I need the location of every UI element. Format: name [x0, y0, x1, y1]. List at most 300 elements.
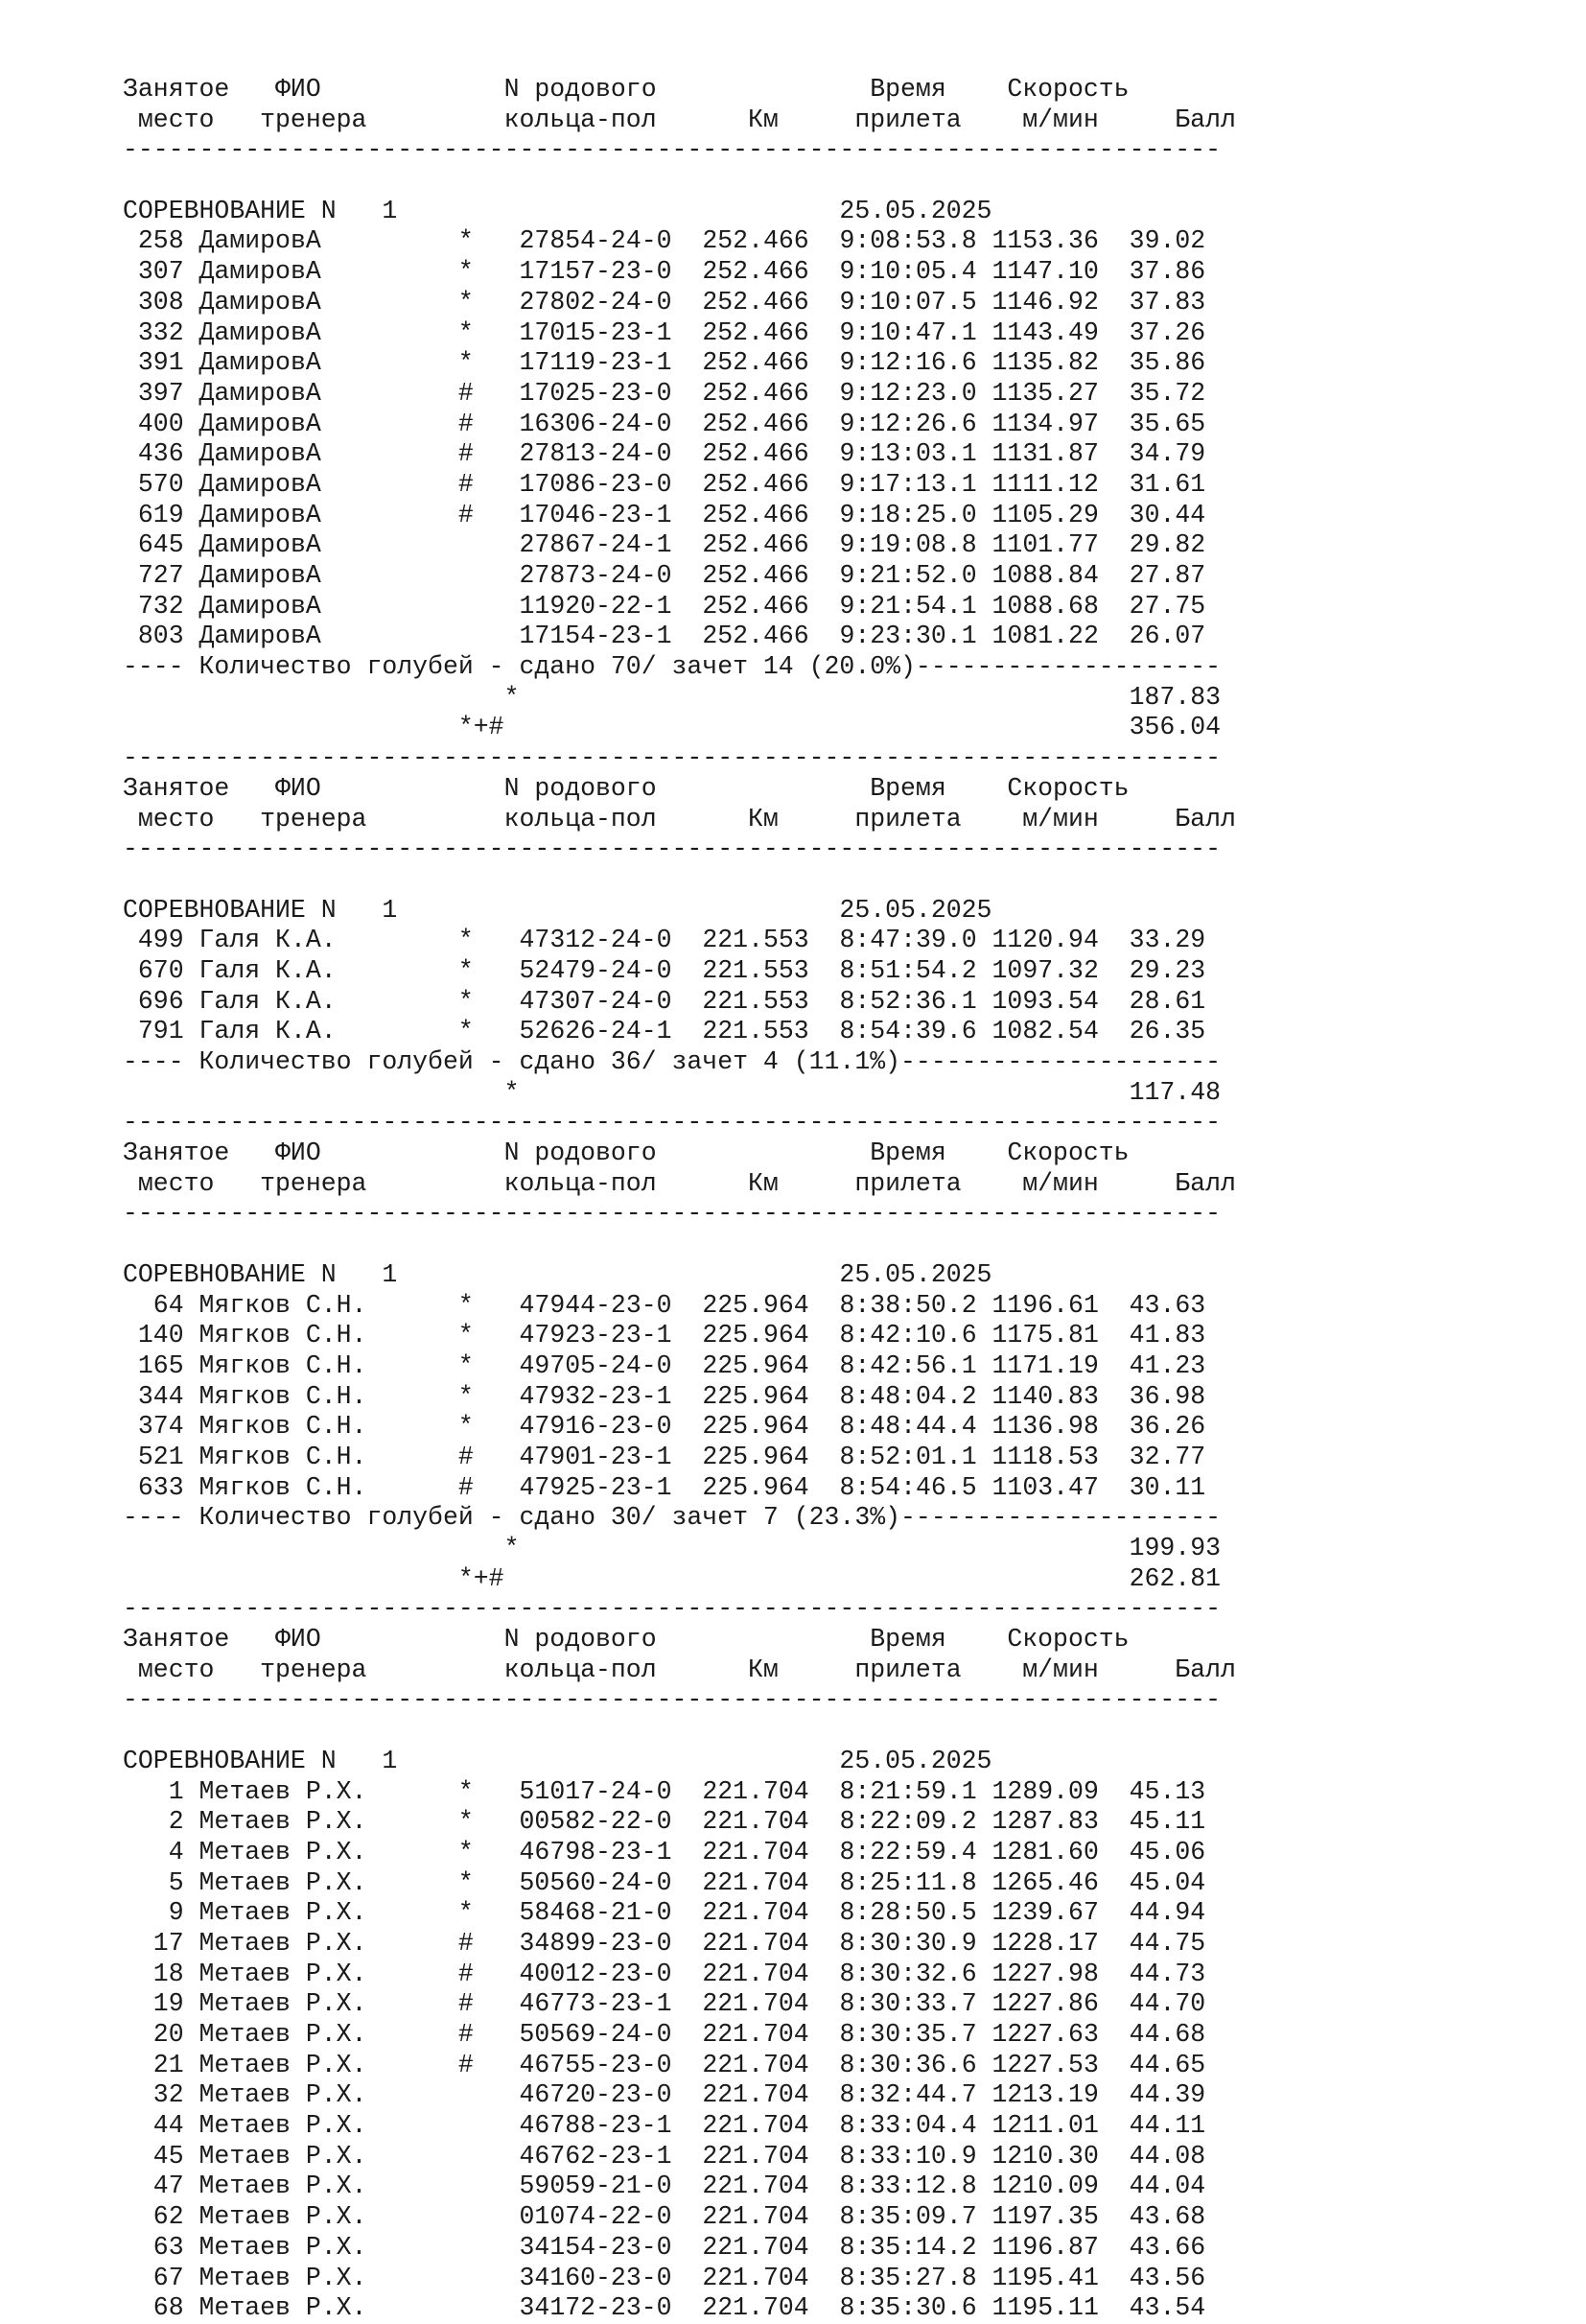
- mark-cell: [458, 530, 520, 559]
- distance-cell: 221.553: [702, 986, 809, 1016]
- speed-cell: 1082.54: [991, 1017, 1099, 1046]
- place-cell: 391: [123, 348, 184, 378]
- result-row: [123, 1321, 1236, 1351]
- score-cell: 43.68: [1129, 2202, 1206, 2232]
- mark-cell: *: [457, 955, 520, 985]
- speed-cell: 1197.35: [991, 2202, 1099, 2232]
- trainer-name-cell: ДамировА: [198, 500, 458, 529]
- arrival-time-cell: 8:48:44.4: [839, 1412, 977, 1442]
- place-cell: 5: [123, 1867, 184, 1897]
- ring-number-cell: 34160-23-0: [519, 2263, 672, 2292]
- score-cell: 33.29: [1129, 926, 1206, 955]
- separator-line: ------------------------------------------------------------------------: [123, 743, 1221, 773]
- speed-cell: 1120.94: [991, 926, 1099, 955]
- result-row: [123, 956, 1236, 987]
- ring-number-cell: 34172-23-0: [519, 2293, 672, 2323]
- arrival-time-cell: 8:35:14.2: [839, 2232, 977, 2262]
- distance-cell: 225.964: [702, 1350, 809, 1380]
- score-cell: 28.61: [1129, 986, 1206, 1016]
- trainer-name-cell: Мягков С.Н.: [198, 1442, 458, 1471]
- score-cell: 30.44: [1129, 500, 1206, 529]
- mark-cell: [458, 2233, 520, 2262]
- result-row: [123, 226, 1236, 257]
- total-line: [123, 683, 1236, 714]
- separator-line: ------------------------------------------------------------------------: [123, 834, 1221, 864]
- mark-cell: [458, 2171, 520, 2200]
- mark-cell: #: [457, 2050, 520, 2079]
- trainer-name-cell: Метаев Р.Х.: [198, 1928, 458, 1958]
- arrival-time-cell: 8:47:39.0: [839, 926, 977, 955]
- ring-number-cell: 27802-24-0: [519, 287, 672, 317]
- separator-line: ------------------------------------------------------------------------: [123, 1199, 1221, 1229]
- result-row: [123, 1960, 1236, 1990]
- ring-number-cell: 59059-21-0: [519, 2171, 672, 2201]
- speed-cell: 1143.49: [991, 317, 1099, 347]
- total-label: *: [123, 1077, 520, 1107]
- header-line-2: место тренера кольца-пол Км прилета м/мин Балл: [123, 105, 1236, 134]
- distance-cell: 221.704: [702, 2050, 809, 2079]
- summary-line: ---- Количество голубей - сдано 70/ зачет 14 (20.0%)--------------------: [123, 652, 1221, 682]
- trainer-name-cell: Мягков С.Н.: [198, 1412, 458, 1442]
- speed-cell: 1228.17: [991, 1928, 1099, 1958]
- place-cell: 32: [123, 2080, 184, 2110]
- distance-cell: 252.466: [702, 622, 809, 651]
- trainer-name-cell: Метаев Р.Х.: [198, 1867, 458, 1897]
- score-cell: 44.08: [1129, 2141, 1206, 2171]
- speed-cell: 1088.84: [991, 561, 1099, 590]
- score-cell: 26.07: [1129, 622, 1206, 651]
- ring-number-cell: 47916-23-0: [519, 1412, 672, 1442]
- mark-cell: #: [457, 469, 520, 499]
- trainer-name-cell: ДамировА: [198, 317, 458, 347]
- ring-number-cell: 47307-24-0: [519, 986, 672, 1016]
- result-row: [123, 1807, 1236, 1838]
- speed-cell: 1101.77: [991, 530, 1099, 560]
- place-cell: 17: [123, 1928, 184, 1958]
- distance-cell: 252.466: [702, 439, 809, 469]
- arrival-time-cell: 8:22:09.2: [839, 1807, 977, 1837]
- ring-number-cell: 47901-23-1: [519, 1442, 672, 1471]
- score-cell: 37.83: [1129, 287, 1206, 317]
- distance-cell: 225.964: [702, 1472, 809, 1502]
- score-cell: 39.02: [1129, 226, 1206, 256]
- mark-cell: #: [457, 409, 520, 438]
- arrival-time-cell: 9:12:23.0: [839, 378, 977, 408]
- distance-cell: 221.704: [702, 1837, 809, 1866]
- trainer-name-cell: Мягков С.Н.: [198, 1290, 458, 1320]
- mark-cell: #: [457, 500, 520, 529]
- blank-line: [123, 1230, 1236, 1260]
- distance-cell: 225.964: [702, 1381, 809, 1411]
- speed-cell: 1147.10: [991, 257, 1099, 287]
- trainer-name-cell: ДамировА: [198, 409, 458, 438]
- arrival-time-cell: 8:38:50.2: [839, 1290, 977, 1320]
- mark-cell: *: [457, 926, 520, 955]
- distance-cell: 252.466: [702, 317, 809, 347]
- trainer-name-cell: Метаев Р.Х.: [198, 2293, 458, 2323]
- arrival-time-cell: 8:33:10.9: [839, 2141, 977, 2171]
- distance-cell: 225.964: [702, 1290, 809, 1320]
- arrival-time-cell: 8:54:46.5: [839, 1472, 977, 1502]
- score-cell: 45.13: [1129, 1776, 1206, 1806]
- trainer-name-cell: ДамировА: [198, 561, 458, 590]
- ring-number-cell: 17157-23-0: [519, 257, 672, 287]
- total-line: [123, 1078, 1236, 1109]
- separator-line: ------------------------------------------------------------------------: [123, 1108, 1221, 1138]
- header-line-2: место тренера кольца-пол Км прилета м/мин Балл: [123, 1168, 1236, 1198]
- trainer-name-cell: Метаев Р.Х.: [198, 2080, 458, 2110]
- competition-date: 25.05.2025: [839, 196, 992, 225]
- speed-cell: 1171.19: [991, 1350, 1099, 1380]
- result-row: [123, 987, 1236, 1018]
- trainer-name-cell: ДамировА: [198, 226, 458, 256]
- trainer-name-cell: Метаев Р.Х.: [198, 2171, 458, 2201]
- trainer-name-cell: Галя К.А.: [198, 955, 458, 985]
- arrival-time-cell: 8:30:33.7: [839, 1989, 977, 2019]
- speed-cell: 1281.60: [991, 1837, 1099, 1866]
- distance-cell: 221.704: [702, 2111, 809, 2141]
- trainer-name-cell: Метаев Р.Х.: [198, 1959, 458, 1988]
- arrival-time-cell: 9:10:05.4: [839, 257, 977, 287]
- ring-number-cell: 27867-24-1: [519, 530, 672, 560]
- speed-cell: 1140.83: [991, 1381, 1099, 1411]
- score-cell: 45.06: [1129, 1837, 1206, 1866]
- trainer-name-cell: ДамировА: [198, 469, 458, 499]
- trainer-name-cell: ДамировА: [198, 622, 458, 651]
- distance-cell: 221.704: [702, 2080, 809, 2110]
- distance-cell: 252.466: [702, 226, 809, 256]
- place-cell: 45: [123, 2141, 184, 2171]
- place-cell: 67: [123, 2263, 184, 2292]
- speed-cell: 1210.09: [991, 2171, 1099, 2201]
- arrival-time-cell: 8:35:27.8: [839, 2263, 977, 2292]
- distance-cell: 221.704: [702, 2202, 809, 2232]
- mark-cell: #: [457, 1472, 520, 1502]
- distance-cell: 252.466: [702, 469, 809, 499]
- total-line: [123, 1564, 1236, 1595]
- place-cell: 18: [123, 1959, 184, 1988]
- competition-title: СОРЕВНОВАНИЕ N 1: [123, 1259, 840, 1289]
- ring-number-cell: 27813-24-0: [519, 439, 672, 469]
- distance-cell: 221.704: [702, 1959, 809, 1988]
- arrival-time-cell: 8:30:30.9: [839, 1928, 977, 1958]
- result-row: [123, 1838, 1236, 1868]
- place-cell: 165: [123, 1350, 184, 1380]
- arrival-time-cell: 9:13:03.1: [839, 439, 977, 469]
- result-row: [123, 439, 1236, 470]
- score-cell: 43.66: [1129, 2232, 1206, 2262]
- ring-number-cell: 27854-24-0: [519, 226, 672, 256]
- speed-cell: 1227.86: [991, 1989, 1099, 2019]
- ring-number-cell: 47932-23-1: [519, 1381, 672, 1411]
- result-row: [123, 470, 1236, 501]
- distance-cell: 252.466: [702, 378, 809, 408]
- ring-number-cell: 16306-24-0: [519, 409, 672, 438]
- ring-number-cell: 46755-23-0: [519, 2050, 672, 2079]
- trainer-name-cell: ДамировА: [198, 257, 458, 287]
- place-cell: 20: [123, 2020, 184, 2049]
- total-label: *+#: [123, 713, 504, 742]
- mark-cell: *: [457, 1867, 520, 1897]
- score-cell: 26.35: [1129, 1017, 1206, 1046]
- result-row: [123, 1929, 1236, 1960]
- header-line-2: место тренера кольца-пол Км прилета м/мин Балл: [123, 804, 1236, 833]
- mark-cell: [458, 2264, 520, 2292]
- arrival-time-cell: 8:35:09.7: [839, 2202, 977, 2232]
- place-cell: 521: [123, 1442, 184, 1471]
- result-row: [123, 1868, 1236, 1899]
- arrival-time-cell: 8:35:30.6: [839, 2293, 977, 2323]
- result-row: [123, 926, 1236, 956]
- speed-cell: 1195.11: [991, 2293, 1099, 2323]
- speed-cell: 1289.09: [991, 1776, 1099, 1806]
- trainer-name-cell: Метаев Р.Х.: [198, 2050, 458, 2079]
- mark-cell: *: [457, 257, 520, 287]
- arrival-time-cell: 8:30:35.7: [839, 2020, 977, 2049]
- speed-cell: 1287.83: [991, 1807, 1099, 1837]
- distance-cell: 221.704: [702, 1867, 809, 1897]
- place-cell: 633: [123, 1472, 184, 1502]
- result-row: [123, 1473, 1236, 1504]
- header-line-1: Занятое ФИО N родового Время Скорость: [123, 1625, 1130, 1655]
- arrival-time-cell: 8:51:54.2: [839, 955, 977, 985]
- place-cell: 803: [123, 622, 184, 651]
- speed-cell: 1097.32: [991, 955, 1099, 985]
- place-cell: 4: [123, 1837, 184, 1866]
- speed-cell: 1195.41: [991, 2263, 1099, 2292]
- result-row: [123, 2051, 1236, 2081]
- score-cell: 37.26: [1129, 317, 1206, 347]
- score-cell: 37.86: [1129, 257, 1206, 287]
- score-cell: 44.73: [1129, 1959, 1206, 1988]
- result-row: [123, 410, 1236, 440]
- score-cell: 44.65: [1129, 2050, 1206, 2079]
- ring-number-cell: 01074-22-0: [519, 2202, 672, 2232]
- distance-cell: 221.704: [702, 1898, 809, 1928]
- place-cell: 436: [123, 439, 184, 469]
- trainer-name-cell: ДамировА: [198, 378, 458, 408]
- speed-cell: 1175.81: [991, 1321, 1099, 1350]
- place-cell: 258: [123, 226, 184, 256]
- trainer-name-cell: Мягков С.Н.: [198, 1472, 458, 1502]
- arrival-time-cell: 8:32:44.7: [839, 2080, 977, 2110]
- blank-line: [123, 1716, 1236, 1747]
- ring-number-cell: 52626-24-1: [519, 1017, 672, 1046]
- score-cell: 29.23: [1129, 955, 1206, 985]
- mark-cell: *: [457, 348, 520, 378]
- trainer-name-cell: Метаев Р.Х.: [198, 1837, 458, 1866]
- ring-number-cell: 17119-23-1: [519, 348, 672, 378]
- competition-date: 25.05.2025: [839, 895, 992, 925]
- score-cell: 27.87: [1129, 561, 1206, 590]
- trainer-name-cell: ДамировА: [198, 287, 458, 317]
- mark-cell: #: [457, 1989, 520, 2019]
- arrival-time-cell: 8:33:12.8: [839, 2171, 977, 2201]
- result-row: [123, 379, 1236, 410]
- arrival-time-cell: 8:42:10.6: [839, 1321, 977, 1350]
- arrival-time-cell: 8:52:36.1: [839, 986, 977, 1016]
- trainer-name-cell: Мягков С.Н.: [198, 1381, 458, 1411]
- score-cell: 44.11: [1129, 2111, 1206, 2141]
- trainer-name-cell: Галя К.А.: [198, 926, 458, 955]
- trainer-name-cell: Метаев Р.Х.: [198, 1776, 458, 1806]
- result-row: [123, 1017, 1236, 1047]
- result-row: [123, 1412, 1236, 1443]
- competition-line: [123, 1747, 1236, 1777]
- arrival-time-cell: 9:19:08.8: [839, 530, 977, 560]
- score-cell: 45.11: [1129, 1807, 1206, 1837]
- competition-title: СОРЕВНОВАНИЕ N 1: [123, 1746, 840, 1775]
- arrival-time-cell: 9:10:47.1: [839, 317, 977, 347]
- score-cell: 44.94: [1129, 1898, 1206, 1928]
- place-cell: 308: [123, 287, 184, 317]
- mark-cell: *: [457, 1350, 520, 1380]
- trainer-name-cell: Метаев Р.Х.: [198, 2020, 458, 2049]
- mark-cell: *: [457, 317, 520, 347]
- total-label: *+#: [123, 1563, 504, 1593]
- summary-line: ---- Количество голубей - сдано 30/ зачет 7 (23.3%)---------------------: [123, 1503, 1221, 1533]
- speed-cell: 1134.97: [991, 409, 1099, 438]
- trainer-name-cell: ДамировА: [198, 439, 458, 469]
- mark-cell: #: [457, 2020, 520, 2049]
- result-row: [123, 1443, 1236, 1473]
- place-cell: 344: [123, 1381, 184, 1411]
- total-value: 187.83: [1129, 682, 1221, 712]
- ring-number-cell: 47923-23-1: [519, 1321, 672, 1350]
- trainer-name-cell: Метаев Р.Х.: [198, 1898, 458, 1928]
- trainer-name-cell: ДамировА: [198, 348, 458, 378]
- mark-cell: [458, 622, 520, 650]
- mark-cell: [458, 2202, 520, 2231]
- results-report: [123, 75, 1236, 2324]
- distance-cell: 221.553: [702, 955, 809, 985]
- speed-cell: 1153.36: [991, 226, 1099, 256]
- ring-number-cell: 50560-24-0: [519, 1867, 672, 1897]
- speed-cell: 1211.01: [991, 2111, 1099, 2141]
- total-value: 262.81: [1129, 1563, 1222, 1593]
- result-row: [123, 561, 1236, 592]
- place-cell: 62: [123, 2202, 184, 2232]
- result-row: [123, 2171, 1236, 2202]
- ring-number-cell: 46762-23-1: [519, 2141, 672, 2171]
- ring-number-cell: 47944-23-0: [519, 1290, 672, 1320]
- mark-cell: [458, 2111, 520, 2140]
- place-cell: 374: [123, 1412, 184, 1442]
- place-cell: 63: [123, 2232, 184, 2262]
- ring-number-cell: 46788-23-1: [519, 2111, 672, 2141]
- speed-cell: 1227.53: [991, 2050, 1099, 2079]
- result-row: [123, 348, 1236, 379]
- total-value: 117.48: [1129, 1077, 1221, 1107]
- score-cell: 44.68: [1129, 2020, 1206, 2049]
- mark-cell: #: [457, 439, 520, 469]
- mark-cell: [458, 2293, 520, 2322]
- mark-cell: *: [457, 1807, 520, 1837]
- arrival-time-cell: 9:23:30.1: [839, 622, 977, 651]
- result-row: [123, 2142, 1236, 2172]
- place-cell: 19: [123, 1989, 184, 2019]
- place-cell: 400: [123, 409, 184, 438]
- arrival-time-cell: 9:08:53.8: [839, 226, 977, 256]
- speed-cell: 1135.27: [991, 378, 1099, 408]
- place-cell: 1: [123, 1776, 184, 1806]
- speed-cell: 1136.98: [991, 1412, 1099, 1442]
- distance-cell: 221.704: [702, 1776, 809, 1806]
- speed-cell: 1146.92: [991, 287, 1099, 317]
- score-cell: 41.83: [1129, 1321, 1206, 1350]
- score-cell: 43.56: [1129, 2263, 1206, 2292]
- speed-cell: 1227.63: [991, 2020, 1099, 2049]
- place-cell: 570: [123, 469, 184, 499]
- mark-cell: [458, 561, 520, 590]
- mark-cell: *: [457, 287, 520, 317]
- result-row: [123, 592, 1236, 622]
- mark-cell: *: [457, 1017, 520, 1046]
- trainer-name-cell: Галя К.А.: [198, 1017, 458, 1046]
- total-label: *: [123, 1534, 520, 1562]
- trainer-name-cell: Метаев Р.Х.: [198, 2111, 458, 2141]
- arrival-time-cell: 9:12:16.6: [839, 348, 977, 378]
- place-cell: 670: [123, 955, 184, 985]
- ring-number-cell: 47925-23-1: [519, 1472, 672, 1502]
- score-cell: 36.98: [1129, 1381, 1206, 1411]
- mark-cell: *: [457, 1290, 520, 1320]
- place-cell: 645: [123, 530, 184, 560]
- blank-line: [123, 166, 1236, 197]
- speed-cell: 1227.98: [991, 1959, 1099, 1988]
- distance-cell: 221.704: [702, 1989, 809, 2019]
- ring-number-cell: 52479-24-0: [519, 955, 672, 985]
- ring-number-cell: 46798-23-1: [519, 1837, 672, 1866]
- distance-cell: 221.704: [702, 2232, 809, 2262]
- result-row: [123, 257, 1236, 288]
- score-cell: 36.26: [1129, 1412, 1206, 1442]
- mark-cell: *: [457, 1898, 520, 1928]
- result-row: [123, 530, 1236, 561]
- separator-line: ------------------------------------------------------------------------: [123, 1594, 1221, 1624]
- competition-title: СОРЕВНОВАНИЕ N 1: [123, 196, 840, 225]
- speed-cell: 1088.68: [991, 591, 1099, 621]
- trainer-name-cell: ДамировА: [198, 591, 458, 621]
- trainer-name-cell: Метаев Р.Х.: [198, 2141, 458, 2171]
- distance-cell: 221.704: [702, 2141, 809, 2171]
- mark-cell: #: [457, 1442, 520, 1471]
- distance-cell: 252.466: [702, 561, 809, 590]
- score-cell: 43.63: [1129, 1290, 1206, 1320]
- speed-cell: 1135.82: [991, 348, 1099, 378]
- speed-cell: 1196.61: [991, 1290, 1099, 1320]
- arrival-time-cell: 8:52:01.1: [839, 1442, 977, 1471]
- arrival-time-cell: 8:54:39.6: [839, 1017, 977, 1046]
- trainer-name-cell: Мягков С.Н.: [198, 1350, 458, 1380]
- distance-cell: 225.964: [702, 1412, 809, 1442]
- blank-line: [123, 865, 1236, 896]
- mark-cell: #: [457, 1928, 520, 1958]
- speed-cell: 1210.30: [991, 2141, 1099, 2171]
- score-cell: 32.77: [1129, 1442, 1206, 1471]
- place-cell: 332: [123, 317, 184, 347]
- ring-number-cell: 17015-23-1: [519, 317, 672, 347]
- place-cell: 791: [123, 1017, 184, 1046]
- trainer-name-cell: Метаев Р.Х.: [198, 1989, 458, 2019]
- distance-cell: 252.466: [702, 500, 809, 529]
- distance-cell: 252.466: [702, 591, 809, 621]
- speed-cell: 1081.22: [991, 622, 1099, 651]
- place-cell: 619: [123, 500, 184, 529]
- trainer-name-cell: Мягков С.Н.: [198, 1321, 458, 1350]
- separator-line: ------------------------------------------------------------------------: [123, 1685, 1221, 1715]
- competition-title: СОРЕВНОВАНИЕ N 1: [123, 895, 840, 925]
